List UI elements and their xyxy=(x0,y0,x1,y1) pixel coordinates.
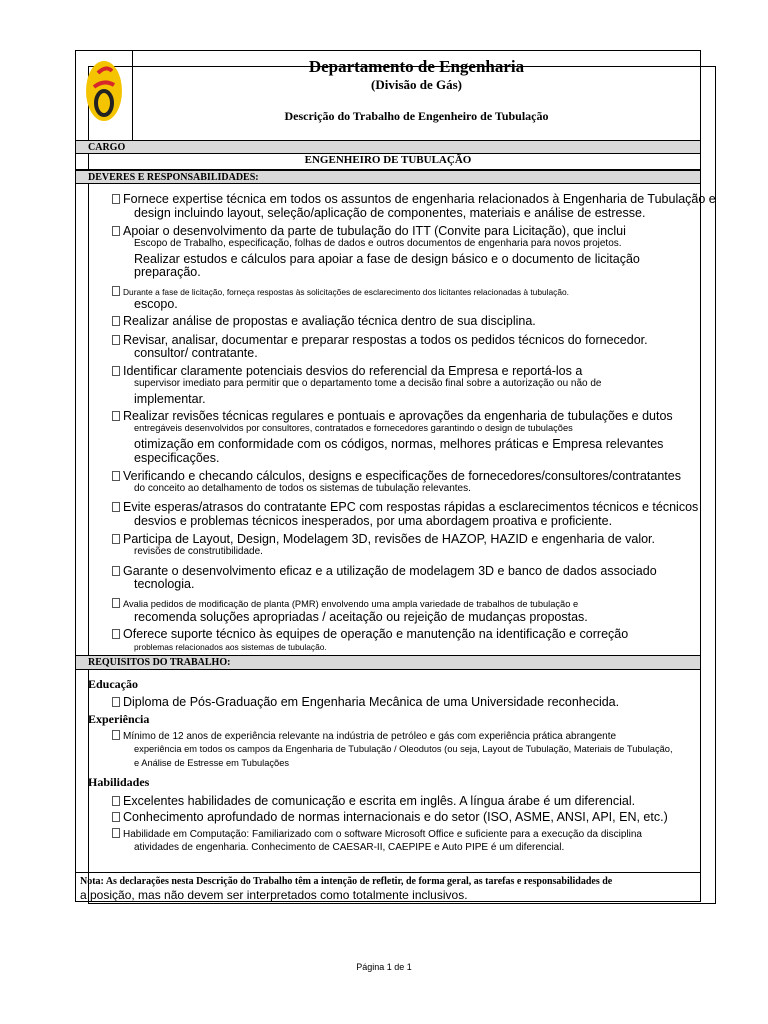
checkbox-icon xyxy=(112,629,120,639)
list-item: Realizar revisões técnicas regulares e pontuais e aprovações da engenharia de tubulações e dutos xyxy=(112,409,673,423)
list-item: e Análise de Estresse em Tubulações xyxy=(134,758,290,768)
list-item: Durante a fase de licitação, forneça respostas às solicitações de esclarecimento dos licitantes relacionadas à tubulação. xyxy=(112,286,569,297)
department-title: Departamento de Engenharia xyxy=(308,57,525,76)
checkbox-icon xyxy=(112,812,120,822)
checkbox-icon xyxy=(112,502,120,512)
educacao-heading: Educação xyxy=(88,677,139,691)
list-item: desvios e problemas técnicos inesperados, por uma abordagem proativa e proficiente. xyxy=(134,514,613,528)
list-item: recomenda soluções apropriadas / aceitação ou rejeição de mudanças propostas. xyxy=(134,610,588,624)
list-item: design incluindo layout, seleção/aplicação de componentes, materiais e análise de estresse. xyxy=(134,206,646,220)
list-item: Realizar análise de propostas e avaliação técnica dentro de sua disciplina. xyxy=(112,314,536,328)
checkbox-icon xyxy=(112,316,120,326)
list-item: supervisor imediato para permitir que o departamento tome a decisão final sobre a autorização ou não de xyxy=(134,378,602,389)
list-item: Habilidade em Computação: Familiarizado com o software Microsoft Office e suficiente para a execução da disciplina xyxy=(112,828,642,840)
checkbox-icon xyxy=(112,286,120,296)
list-item: problemas relacionados aos sistemas de tubulação. xyxy=(134,642,327,652)
checkbox-icon xyxy=(112,566,120,576)
checkbox-icon xyxy=(112,471,120,481)
deveres-bar xyxy=(76,170,700,184)
list-item: Avalia pedidos de modificação de planta (PMR) envolvendo uma ampla variedade de trabalhos de tubulação e xyxy=(112,598,578,609)
list-item: consultor/ contratante. xyxy=(134,346,258,360)
list-item: escopo. xyxy=(134,297,178,311)
checkbox-icon xyxy=(112,796,120,806)
cargo-label: CARGO xyxy=(88,142,126,153)
division-subtitle: (Divisão de Gás) xyxy=(371,77,462,92)
checkbox-icon xyxy=(112,335,120,345)
checkbox-icon xyxy=(112,194,120,204)
checkbox-icon xyxy=(112,366,120,376)
document-header xyxy=(76,51,700,141)
document-title: Descrição do Trabalho de Engenheiro de Tubulação xyxy=(284,109,549,123)
page-number: Página 1 de 1 xyxy=(356,962,412,972)
checkbox-icon xyxy=(112,226,120,236)
list-item: Identificar claramente potenciais desvios do referencial da Empresa e reportá-los a xyxy=(112,364,582,378)
list-item: do conceito ao detalhamento de todos os sistemas de tubulação relevantes. xyxy=(134,483,471,494)
cargo-value: ENGENHEIRO DE TUBULAÇÃO xyxy=(76,154,700,170)
list-item: especificações. xyxy=(134,451,220,465)
list-item: Mínimo de 12 anos de experiência relevante na indústria de petróleo e gás com experiência prática abrangente xyxy=(112,730,616,742)
list-item: Garante o desenvolvimento eficaz e a utilização de modelagem 3D e banco de dados associado xyxy=(112,564,657,578)
divider xyxy=(76,872,700,873)
nota-line-1: Nota: As declarações nesta Descrição do Trabalho têm a intenção de refletir, de forma geral, as tarefas e responsabilidades de xyxy=(80,876,613,887)
requisitos-bar xyxy=(76,655,700,670)
list-item: Fornece expertise técnica em todos os assuntos de engenharia relacionados à Engenharia de Tubulação e xyxy=(112,192,712,206)
experiencia-heading: Experiência xyxy=(88,712,150,726)
checkbox-icon xyxy=(112,697,120,707)
deveres-label: DEVERES E RESPONSABILIDADES: xyxy=(88,172,259,183)
list-item: Diploma de Pós-Graduação em Engenharia Mecânica de uma Universidade reconhecida. xyxy=(112,695,619,709)
logo-cell xyxy=(76,51,133,141)
list-item: Evite esperas/atrasos do contratante EPC com respostas rápidas a esclarecimentos técnicos e técnicos xyxy=(112,500,698,514)
list-item: revisões de construtibilidade. xyxy=(134,546,263,557)
habilidades-heading: Habilidades xyxy=(88,775,150,789)
list-item: tecnologia. xyxy=(134,577,195,591)
list-item: implementar. xyxy=(134,392,206,406)
checkbox-icon xyxy=(112,411,120,421)
list-item: Participa de Layout, Design, Modelagem 3D, revisões de HAZOP, HAZID e engenharia de valor. xyxy=(112,532,655,546)
checkbox-icon xyxy=(112,828,120,838)
requisitos-label: REQUISITOS DO TRABALHO: xyxy=(88,657,231,668)
list-item: Excelentes habilidades de comunicação e escrita em inglês. A língua árabe é um diferencial. xyxy=(112,794,635,808)
list-item: Revisar, analisar, documentar e preparar respostas a todos os pedidos técnicos do fornecedor. xyxy=(112,333,648,347)
nota-line-2: a posição, mas não devem ser interpretados como totalmente inclusivos. xyxy=(80,888,468,902)
checkbox-icon xyxy=(112,730,120,740)
cargo-bar xyxy=(76,140,700,154)
list-item: otimização em conformidade com os códigos, normas, melhores práticas e Empresa relevantes xyxy=(134,437,664,451)
list-item: Conhecimento aprofundado de normas internacionais e do setor (ISO, ASME, ANSI, API, EN, etc.) xyxy=(112,810,668,824)
list-item: Realizar estudos e cálculos para apoiar a fase de design básico e o documento de licitação xyxy=(134,252,640,266)
checkbox-icon xyxy=(112,598,120,608)
list-item: entregáveis desenvolvidos por consultores, contratados e fornecedores garantindo o design de tubulações xyxy=(134,423,573,433)
list-item: Verificando e checando cálculos, designs e especificações de fornecedores/consultores/contratantes xyxy=(112,469,681,483)
list-item: Apoiar o desenvolvimento da parte de tubulação do ITT (Convite para Licitação), que inclui xyxy=(112,224,626,238)
list-item: experiência em todos os campos da Engenharia de Tubulação / Oleodutos (ou seja, Layout de Tubulação, Materiais de Tubulação, xyxy=(134,744,673,754)
company-logo-icon xyxy=(76,51,133,141)
list-item: atividades de engenharia. Conhecimento de CAESAR-II, CAEPIPE e Auto PIPE é um diferencial. xyxy=(134,842,565,853)
list-item: Escopo de Trabalho, especificação, folhas de dados e outros documentos de engenharia para novos projetos. xyxy=(134,238,622,249)
list-item: preparação. xyxy=(134,265,201,279)
checkbox-icon xyxy=(112,534,120,544)
list-item: Oferece suporte técnico às equipes de operação e manutenção na identificação e correção xyxy=(112,627,628,641)
